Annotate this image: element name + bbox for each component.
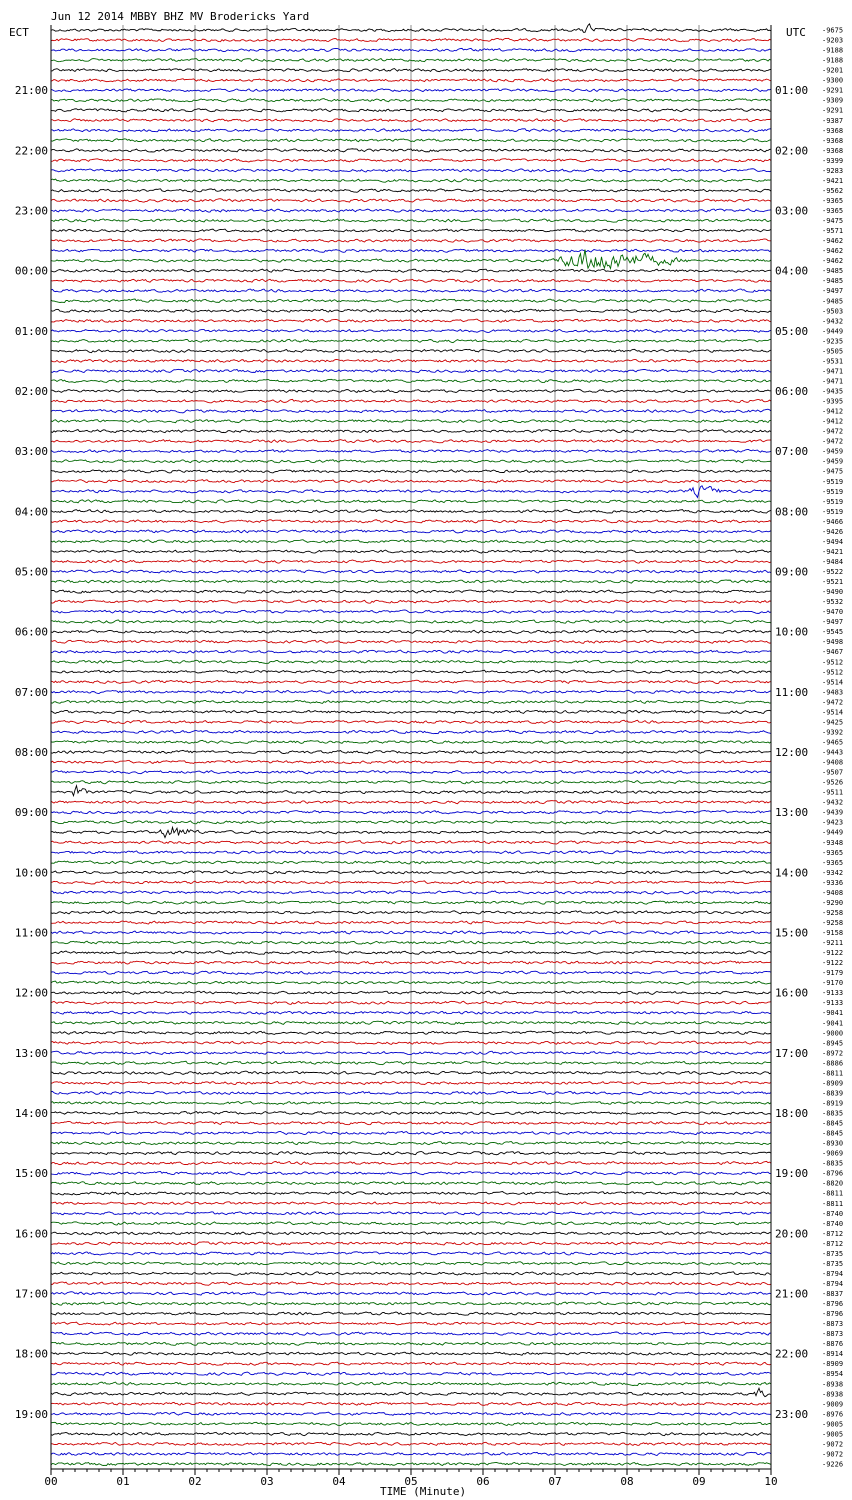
row-value-label: -8796 [822,1310,844,1319]
row-value-label: -8712 [822,1229,844,1238]
right-hour-label: 02:00 [775,144,809,158]
row-value-label: -9519 [822,507,844,516]
row-value-label: -9532 [822,598,844,607]
right-hour-label: 06:00 [775,385,809,399]
right-hour-label: 16:00 [775,986,809,1000]
left-hour-label: 19:00 [14,1407,48,1421]
right-axis-label: UTC [786,26,806,39]
left-hour-label: 17:00 [14,1287,48,1301]
row-value-label: -9490 [822,588,844,597]
row-value-label: -9005 [822,1430,844,1439]
row-value-label: -9514 [822,678,844,687]
left-hour-label: 04:00 [14,505,48,519]
row-value-label: -9072 [822,1440,844,1449]
right-hour-label: 05:00 [775,324,809,338]
row-value-label: -9041 [822,1019,844,1028]
left-hour-label: 13:00 [14,1046,48,1060]
right-hour-label: 11:00 [775,685,809,699]
row-value-label: -9188 [822,46,844,55]
row-value-label: -8794 [822,1269,844,1278]
row-value-label: -8873 [822,1320,844,1329]
row-value-label: -8796 [822,1169,844,1178]
row-value-label: -9426 [822,527,844,536]
row-value-label: -9475 [822,467,844,476]
row-value-label: -9122 [822,949,844,958]
row-value-label: -8873 [822,1330,844,1339]
row-value-label: -9432 [822,317,844,326]
row-value-label: -9235 [822,337,844,346]
row-value-label: -9475 [822,217,844,226]
right-hour-label: 21:00 [775,1287,809,1301]
row-value-label: -8976 [822,1410,844,1419]
row-value-label: -9425 [822,718,844,727]
row-value-label: -9392 [822,728,844,737]
row-value-label: -9395 [822,397,844,406]
row-value-label: -9368 [822,126,844,135]
row-value-label: -9498 [822,638,844,647]
row-value-label: -9507 [822,768,844,777]
row-value-label: -9290 [822,898,844,907]
left-hour-label: 18:00 [14,1347,48,1361]
x-tick-label: 05 [404,1475,418,1488]
row-value-label: -9470 [822,608,844,617]
row-value-label: -8919 [822,1099,844,1108]
left-hour-label: 23:00 [14,204,48,218]
row-value-label: -8794 [822,1279,844,1288]
row-value-label: -9201 [822,66,844,75]
row-value-label: -9408 [822,888,844,897]
row-value-label: -9512 [822,668,844,677]
row-value-label: -9072 [822,1450,844,1459]
x-tick-label: 06 [476,1475,490,1488]
row-value-label: -9505 [822,347,844,356]
row-value-label: -9009 [822,1400,844,1409]
row-value-label: -9423 [822,818,844,827]
row-value-label: -8811 [822,1069,844,1078]
row-value-label: -9258 [822,908,844,917]
row-value-label: -9336 [822,878,844,887]
row-value-label: -9368 [822,136,844,145]
row-value-label: -8796 [822,1300,844,1309]
row-value-label: -9000 [822,1029,844,1038]
left-hour-label: 22:00 [14,144,48,158]
row-value-label: -9041 [822,1009,844,1018]
left-hour-label: 09:00 [14,806,48,820]
left-hour-label: 07:00 [14,685,48,699]
row-value-label: -9179 [822,969,844,978]
right-hour-label: 12:00 [775,746,809,760]
row-value-label: -9545 [822,628,844,637]
row-value-label: -9443 [822,748,844,757]
row-value-label: -8735 [822,1249,844,1258]
right-hour-label: 13:00 [775,806,809,820]
right-hour-label: 08:00 [775,505,809,519]
left-axis-label: ECT [9,26,29,39]
left-hour-label: 06:00 [14,625,48,639]
left-hour-label: 05:00 [14,565,48,579]
row-value-label: -9399 [822,156,844,165]
row-value-label: -9511 [822,788,844,797]
x-tick-label: 10 [764,1475,778,1488]
row-value-label: -9466 [822,517,844,526]
row-value-label: -9521 [822,578,844,587]
row-value-label: -9291 [822,86,844,95]
row-value-label: -8886 [822,1059,844,1068]
row-value-label: -9435 [822,387,844,396]
left-hour-labels [15,84,48,1421]
row-value-label: -9283 [822,166,844,175]
row-value-label: -8954 [822,1370,844,1379]
row-value-label: -9526 [822,778,844,787]
row-value-label: -9497 [822,618,844,627]
row-value-label: -9122 [822,959,844,968]
right-hour-label: 03:00 [775,204,809,218]
row-value-label: -9512 [822,658,844,667]
row-value-label: -8811 [822,1189,844,1198]
left-hour-label: 21:00 [14,84,48,98]
row-value-label: -9484 [822,557,844,566]
row-value-label: -9462 [822,247,844,256]
row-value-label: -9471 [822,367,844,376]
row-value-label: -9412 [822,407,844,416]
row-value-label: -8938 [822,1390,844,1399]
row-value-label: -8811 [822,1199,844,1208]
row-value-label: -9485 [822,277,844,286]
x-tick-label: 00 [44,1475,58,1488]
row-value-label: -9342 [822,868,844,877]
row-value-label: -9133 [822,989,844,998]
row-value-label: -9514 [822,708,844,717]
left-hour-label: 11:00 [14,926,48,940]
row-value-label: -9519 [822,477,844,486]
row-value-label: -8914 [822,1350,844,1359]
row-value-labels [822,27,843,1469]
row-value-label: -8876 [822,1340,844,1349]
x-tick-label: 08 [620,1475,634,1488]
row-value-label: -9412 [822,417,844,426]
left-hour-label: 00:00 [14,264,48,278]
row-value-label: -9365 [822,848,844,857]
left-hour-label: 16:00 [14,1227,48,1241]
left-hour-label: 01:00 [14,324,48,338]
row-value-label: -9365 [822,207,844,216]
row-value-label: -9675 [822,26,844,35]
row-value-label: -9522 [822,568,844,577]
row-value-label: -8740 [822,1209,844,1218]
row-value-label: -9483 [822,688,844,697]
row-value-label: -9472 [822,437,844,446]
x-tick-labels [44,1475,777,1488]
row-value-label: -9368 [822,146,844,155]
row-value-label: -9291 [822,106,844,115]
row-value-label: -9571 [822,227,844,236]
right-hour-label: 09:00 [775,565,809,579]
right-hour-label: 04:00 [775,264,809,278]
x-tick-label: 01 [116,1475,130,1488]
row-value-label: -9226 [822,1460,844,1469]
x-axis-label: TIME (Minute) [380,1485,467,1498]
right-hour-label: 18:00 [775,1107,809,1121]
left-hour-label: 08:00 [14,746,48,760]
left-hour-label: 14:00 [14,1107,48,1121]
right-hour-label: 15:00 [775,926,809,940]
row-value-label: -9365 [822,858,844,867]
row-value-label: -9069 [822,1149,844,1158]
row-value-label: -9519 [822,497,844,506]
row-value-label: -9459 [822,457,844,466]
row-value-label: -9485 [822,267,844,276]
row-value-label: -9471 [822,377,844,386]
row-value-label: -8740 [822,1219,844,1228]
x-tick-label: 03 [260,1475,274,1488]
row-value-label: -9133 [822,999,844,1008]
chart-title: Jun 12 2014 MBBY BHZ MV Brodericks Yard [51,10,310,23]
row-value-label: -9421 [822,547,844,556]
row-value-label: -8909 [822,1079,844,1088]
row-value-label: -8972 [822,1049,844,1058]
left-hour-label: 03:00 [14,445,48,459]
left-hour-label: 02:00 [14,385,48,399]
row-value-label: -8839 [822,1089,844,1098]
row-value-label: -9459 [822,447,844,456]
row-value-label: -9421 [822,176,844,185]
right-hour-label: 20:00 [775,1227,809,1241]
right-hour-label: 14:00 [775,866,809,880]
row-value-label: -9462 [822,237,844,246]
row-value-label: -8930 [822,1139,844,1148]
row-value-label: -9387 [822,116,844,125]
row-value-label: -9519 [822,487,844,496]
row-value-label: -9432 [822,798,844,807]
row-value-label: -9472 [822,698,844,707]
row-value-label: -9203 [822,36,844,45]
row-value-label: -9465 [822,738,844,747]
row-value-label: -9562 [822,186,844,195]
row-value-label: -8835 [822,1159,844,1168]
row-value-label: -9472 [822,427,844,436]
row-value-label: -8938 [822,1380,844,1389]
row-value-label: -9462 [822,257,844,266]
right-hour-label: 22:00 [775,1347,809,1361]
row-value-label: -9365 [822,196,844,205]
x-tick-label: 02 [188,1475,202,1488]
x-tick-label: 09 [692,1475,706,1488]
row-value-label: -9300 [822,76,844,85]
row-value-label: -9258 [822,918,844,927]
row-value-label: -9439 [822,808,844,817]
right-hour-label: 19:00 [775,1167,809,1181]
row-value-label: -9497 [822,287,844,296]
row-value-label: -9503 [822,307,844,316]
row-value-label: -9494 [822,537,844,546]
row-value-label: -8712 [822,1239,844,1248]
row-value-label: -9467 [822,648,844,657]
row-value-label: -9348 [822,838,844,847]
row-value-label: -9531 [822,357,844,366]
right-hour-label: 10:00 [775,625,809,639]
right-hour-label: 07:00 [775,445,809,459]
x-tick-label: 04 [332,1475,346,1488]
row-value-label: -9170 [822,979,844,988]
right-hour-labels [775,84,808,1421]
right-hour-label: 01:00 [775,84,809,98]
left-hour-label: 10:00 [14,866,48,880]
row-value-label: -9188 [822,56,844,65]
row-value-label: -9449 [822,327,844,336]
right-hour-label: 17:00 [775,1046,809,1060]
row-value-label: -8845 [822,1119,844,1128]
row-value-label: -8735 [822,1259,844,1268]
row-value-label: -9408 [822,758,844,767]
row-value-label: -8909 [822,1360,844,1369]
left-hour-label: 15:00 [14,1167,48,1181]
row-value-label: -9158 [822,929,844,938]
x-tick-label: 07 [548,1475,562,1488]
row-value-label: -9485 [822,297,844,306]
right-hour-label: 23:00 [775,1407,809,1421]
row-value-label: -8945 [822,1039,844,1048]
row-value-label: -9211 [822,939,844,948]
row-value-label: -8835 [822,1109,844,1118]
row-value-label: -9309 [822,96,844,105]
row-value-label: -8820 [822,1179,844,1188]
row-value-label: -9005 [822,1420,844,1429]
row-value-label: -8837 [822,1290,844,1299]
row-value-label: -9449 [822,828,844,837]
left-hour-label: 12:00 [14,986,48,1000]
row-value-label: -8845 [822,1129,844,1138]
